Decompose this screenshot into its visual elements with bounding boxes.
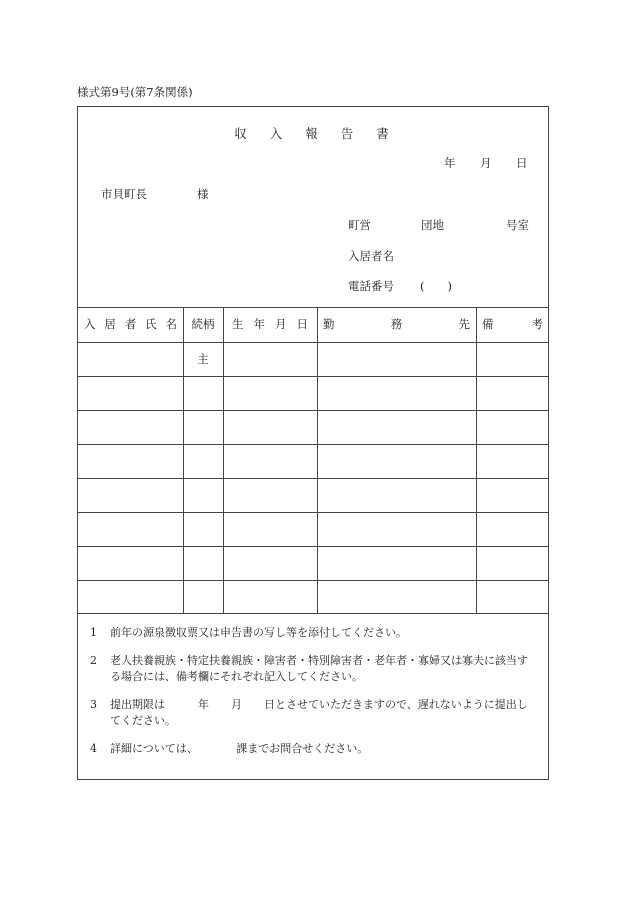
header-char: 者 (124, 317, 137, 331)
town-housing-label: 町営 (348, 218, 371, 232)
header-char: 居 (104, 317, 116, 331)
addressee-suffix: 様 (197, 187, 209, 201)
table-row-border (78, 546, 548, 547)
addressee-name: 市貝町長 (101, 187, 147, 201)
date-day-field[interactable]: 日 (516, 156, 528, 170)
header-birth-date (223, 307, 317, 342)
form-number-label: 様式第9号(第7条関係) (77, 85, 193, 99)
title-char: 収 (234, 126, 250, 141)
header-char: 名 (165, 317, 177, 331)
room-field[interactable]: 号室 (506, 218, 529, 232)
title-char: 書 (376, 126, 392, 141)
date-year-field[interactable]: 年 (444, 156, 456, 170)
header-char: 日 (296, 317, 308, 331)
phone-field[interactable]: ( ) (420, 279, 452, 293)
title-char: 入 (269, 126, 286, 141)
header-char: 務 (390, 317, 403, 331)
table-column-divider (223, 307, 224, 613)
table-column-divider (476, 307, 477, 613)
table-row-border (78, 478, 548, 479)
table-header-border (78, 342, 548, 343)
head-of-household-relation: 主 (197, 352, 209, 366)
note-item (90, 741, 536, 757)
table-row-border (78, 410, 548, 411)
header-char: 勤 (323, 317, 335, 331)
note-text: 老人扶養親族・特定扶養親族・障害者・特別障害者・老年者・寡婦又は寡夫に該当する場合には、備考欄にそれぞれ記入してください。 (110, 654, 528, 683)
note-text: 提出期限は 年 月 日とさせていただきますので、遅れないように提出してください。 (110, 698, 528, 727)
header-remarks (476, 307, 549, 342)
table-column-divider (317, 307, 318, 613)
table-row-border (78, 512, 548, 513)
header-char: 氏 (145, 317, 157, 331)
notes-section (90, 625, 536, 769)
note-number: 1 (90, 626, 97, 639)
header-char: 年 (253, 317, 265, 331)
header-workplace (317, 307, 476, 342)
form-title (78, 124, 548, 142)
title-char: 告 (340, 126, 357, 141)
title-char: 報 (305, 126, 321, 141)
table-bottom-border (78, 613, 548, 614)
note-text: 前年の源泉徴収票又は申告書の写し等を添付してください。 (110, 626, 407, 639)
header-relation: 続柄 (191, 317, 215, 331)
header-char: 生 (232, 317, 244, 331)
header-char: 入 (84, 317, 96, 331)
date-month-field[interactable]: 月 (480, 156, 492, 170)
note-number: 2 (90, 654, 97, 667)
header-resident-name (78, 307, 183, 342)
header-char: 先 (458, 317, 470, 331)
note-item (90, 697, 536, 729)
income-report-form (77, 106, 549, 780)
header-char: 考 (531, 317, 543, 331)
note-item (90, 653, 536, 685)
table-row-border (78, 444, 548, 445)
resident-name-field[interactable]: 入居者名 (348, 249, 394, 263)
table-row-border (78, 376, 548, 377)
note-item (90, 625, 536, 641)
note-number: 3 (90, 698, 97, 711)
phone-label: 電話番号 (348, 279, 394, 293)
table-row-border (78, 580, 548, 581)
header-char: 備 (482, 317, 494, 331)
note-text: 詳細については、 課までお問合せください。 (110, 742, 369, 755)
complex-field[interactable]: 団地 (421, 218, 444, 232)
header-char: 月 (275, 317, 287, 331)
note-number: 4 (90, 742, 97, 755)
